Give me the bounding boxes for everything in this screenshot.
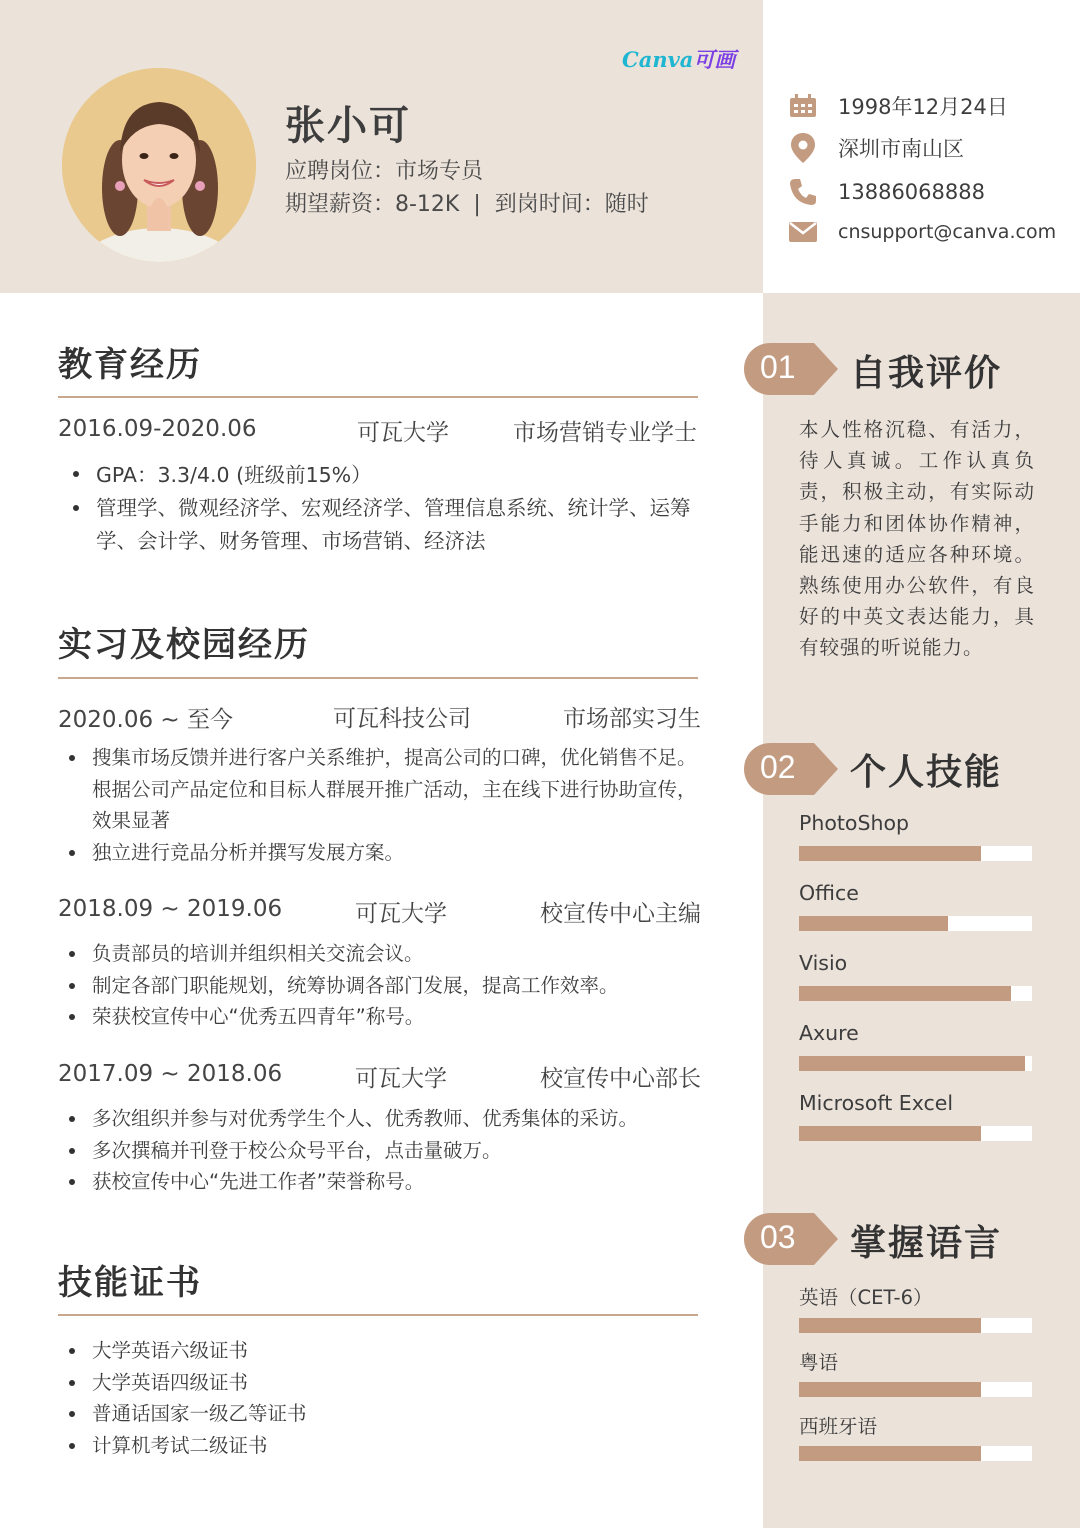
- certificates-title: 技能证书: [58, 1263, 202, 1303]
- phone-text[interactable]: 13886068888: [838, 180, 985, 204]
- list-item: 获校宣传中心“先进工作者”荣誉称号。: [58, 1166, 700, 1198]
- list-item: 普通话国家一级乙等证书: [58, 1398, 700, 1430]
- skill-bar: [799, 986, 1032, 1001]
- skill-bar-fill: [799, 1056, 1025, 1071]
- contact-birthday: [788, 91, 1008, 121]
- badge-number: 02: [760, 749, 796, 785]
- education-degree: 市场营销专业学士: [513, 420, 697, 446]
- location-pin-icon: [788, 133, 818, 163]
- list-item: 多次组织并参与对优秀学生个人、优秀教师、优秀集体的采访。: [58, 1103, 700, 1135]
- experience-role: 校宣传中心主编: [540, 901, 701, 927]
- language-bar: [799, 1318, 1032, 1333]
- salary-and-availability: 期望薪资：8-12K | 到岗时间：随时: [285, 192, 649, 217]
- phone-icon: [788, 177, 818, 207]
- email-icon: [788, 217, 818, 247]
- section-number-badge: [744, 743, 838, 795]
- badge-number: 01: [760, 349, 796, 385]
- list-item: 荣获校宣传中心“优秀五四青年”称号。: [58, 1001, 700, 1033]
- skill-label: Office: [799, 881, 859, 905]
- skill-bar: [799, 1056, 1032, 1071]
- education-school: 可瓦大学: [357, 420, 449, 446]
- skill-label: Visio: [799, 951, 848, 975]
- languages-title: 掌握语言: [850, 1223, 1003, 1264]
- list-item: 计算机考试二级证书: [58, 1430, 700, 1462]
- skill-bar-fill: [799, 1126, 981, 1141]
- contact-location: [788, 133, 964, 163]
- certificates-list: [58, 1335, 700, 1461]
- contact-phone: [788, 177, 985, 207]
- self-eval-text: 本人性格沉稳、有活力，待人真诚。工作认真负责，积极主动，有实际动手能力和团体协作精神，能迅速的适应各种环境。熟练使用办公软件，有良好的中英文表达能力，具有较强的听说能力。: [799, 418, 1035, 660]
- location-text: 深圳市南山区: [838, 137, 964, 161]
- skill-bar-fill: [799, 916, 948, 931]
- language-label: 西班牙语: [799, 1415, 878, 1438]
- list-item: 负责部员的培训并组织相关交流会议。: [58, 938, 700, 970]
- list-item: 搜集市场反馈并进行客户关系维护，提高公司的口碑，优化销售不足。根据公司产品定位和目标人群展开推广活动，主在线下进行协助宣传，效果显著: [58, 742, 700, 837]
- candidate-name: 张小可: [285, 103, 411, 149]
- calendar-icon: [788, 91, 818, 121]
- email-text[interactable]: cnsupport@canva.com: [838, 221, 1057, 243]
- skill-bar: [799, 1126, 1032, 1141]
- experience-role: 市场部实习生: [563, 706, 701, 732]
- list-item: 多次撰稿并刊登于校公众号平台，点击量破万。: [58, 1135, 700, 1167]
- experience-details: [58, 1103, 700, 1198]
- list-item: 管理学、微观经济学、宏观经济学、管理信息系统、统计学、运筹学、会计学、财务管理、市场营销、经济法: [62, 492, 702, 558]
- list-item: 制定各部门职能规划，统筹协调各部门发展，提高工作效率。: [58, 970, 700, 1002]
- language-bar: [799, 1382, 1032, 1397]
- skill-bar-fill: [799, 846, 981, 861]
- education-divider: [58, 396, 698, 398]
- language-bar-fill: [799, 1382, 981, 1397]
- section-number-badge: [744, 343, 838, 395]
- job-position: 应聘岗位：市场专员: [285, 159, 484, 184]
- education-details: [62, 458, 702, 558]
- experience-org: 可瓦大学: [355, 1066, 447, 1092]
- badge-number: 03: [760, 1219, 796, 1255]
- experience-date: 2020.06 ~ 至今: [58, 707, 234, 733]
- language-label: 英语（CET-6）: [799, 1286, 933, 1309]
- section-number-badge: [744, 1213, 838, 1265]
- skill-bar: [799, 846, 1032, 861]
- education-title: 教育经历: [58, 345, 202, 385]
- skill-label: PhotoShop: [799, 811, 910, 835]
- skill-label: Microsoft Excel: [799, 1091, 954, 1115]
- list-item: 独立进行竞品分析并撰写发展方案。: [58, 837, 700, 869]
- language-bar-fill: [799, 1446, 981, 1461]
- portrait-photo: [62, 68, 256, 262]
- education-date: 2016.09-2020.06: [58, 416, 257, 442]
- experience-details: [58, 938, 700, 1033]
- contact-email: [788, 217, 1057, 247]
- canva-logo: Canva可画: [622, 47, 736, 72]
- skill-bar-fill: [799, 986, 1011, 1001]
- experience-date: 2017.09 ~ 2018.06: [58, 1061, 283, 1087]
- self-eval-title: 自我评价: [850, 353, 1003, 394]
- avatar: [62, 68, 256, 262]
- certificates-divider: [58, 1314, 698, 1316]
- language-bar-fill: [799, 1318, 981, 1333]
- skills-title: 个人技能: [850, 752, 1003, 793]
- language-label: 粤语: [799, 1351, 839, 1374]
- list-item: GPA：3.3/4.0 (班级前15%）: [62, 458, 702, 492]
- skill-label: Axure: [799, 1021, 859, 1045]
- experience-org: 可瓦大学: [355, 901, 447, 927]
- experience-org: 可瓦科技公司: [333, 706, 471, 732]
- experience-divider: [58, 677, 698, 679]
- experience-role: 校宣传中心部长: [540, 1066, 701, 1092]
- experience-details: [58, 742, 700, 868]
- experience-date: 2018.09 ~ 2019.06: [58, 896, 283, 922]
- experience-title: 实习及校园经历: [58, 625, 310, 665]
- birthday-text: 1998年12月24日: [838, 95, 1008, 119]
- language-bar: [799, 1446, 1032, 1461]
- skill-bar: [799, 916, 1032, 931]
- list-item: 大学英语六级证书: [58, 1335, 700, 1367]
- list-item: 大学英语四级证书: [58, 1367, 700, 1399]
